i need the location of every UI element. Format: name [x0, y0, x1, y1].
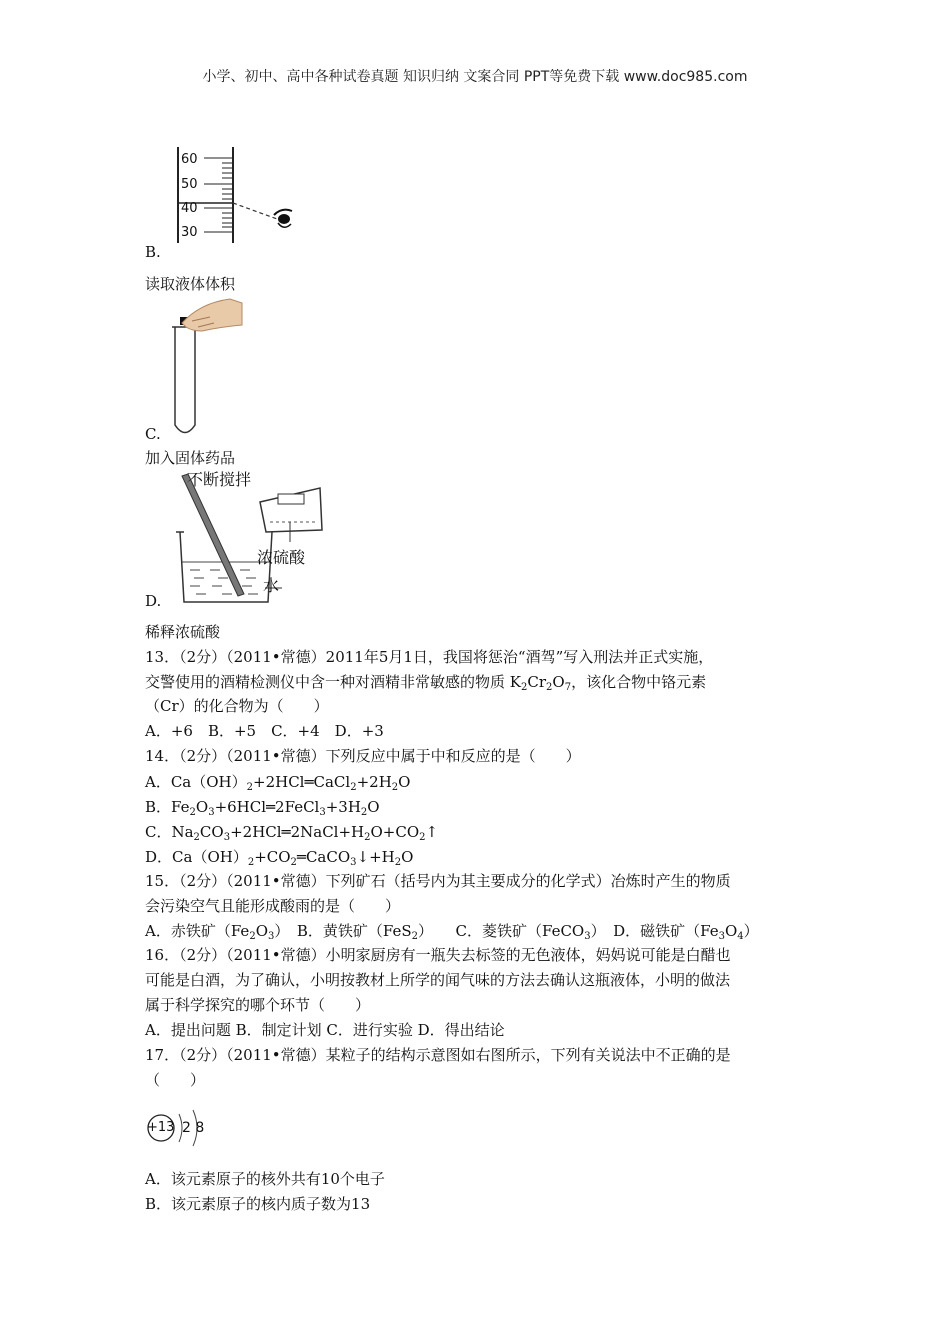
q16-options: A．提出问题 B．制定计划 C．进行实验 D．得出结论 — [145, 1021, 505, 1039]
q14-option-d: D．$Ca(OH)_2+CO_2═CaCO_3↓+H_2O$ — [145, 848, 414, 868]
q17-line2: （ ） — [145, 1071, 206, 1089]
test-tube-figure — [170, 295, 250, 440]
water-label: 水 — [263, 576, 280, 595]
tick-30: 30 — [181, 225, 198, 240]
tick-60: 60 — [181, 152, 198, 167]
option-d-caption: 稀释浓硫酸 — [145, 623, 221, 641]
option-c-caption: 加入固体药品 — [145, 449, 236, 467]
q16-line1: 16．（2分）（2011•常德）小明家厨房有一瓶失去标签的无色液体，妈妈说可能是白醋也 — [145, 946, 731, 964]
acid-dilution-figure — [170, 470, 330, 605]
q16-line3: 属于科学探究的哪个环节（ ） — [145, 996, 371, 1014]
q17-option-b: B．该元素原子的核内质子数为13 — [145, 1195, 371, 1213]
q15-line1: 15．（2分）（2011•常德）下列矿石（括号内为其主要成分的化学式）冶炼时产生的物质 — [145, 872, 731, 890]
q14-option-a: A．$Ca(OH)_2+2HCl═CaCl_2+2H_2O$ — [145, 773, 411, 793]
q13-line1: 13．（2分）（2011•常德）2011年5月1日，我国将惩治“酒驾”写入刑法并正式实施， — [145, 648, 714, 666]
q16-line2: 可能是白酒，为了确认，小明按教材上所学的闻气味的方法去确认这瓶液体，小明的做法 — [145, 971, 731, 989]
option-b-caption: 读取液体体积 — [145, 275, 236, 293]
option-c-label: C. — [145, 425, 161, 443]
q13-line3: （Cr）的化合物为（ ） — [145, 697, 329, 715]
atom-shell-electrons: 2 8 — [182, 1120, 205, 1136]
q17-option-a: A．该元素原子的核外共有10个电子 — [145, 1170, 385, 1188]
q14-stem: 14．（2分）（2011•常德）下列反应中属于中和反应的是（ ） — [145, 747, 581, 765]
q13-options: A．+6 B．+5 C．+4 D．+3 — [145, 722, 384, 740]
page-header: 小学、初中、高中各种试卷真题 知识归纳 文案合同 PPT等免费下载 www.doc985.com — [202, 69, 748, 85]
tick-40: 40 — [181, 201, 198, 216]
q14-option-b: B．$Fe_2O_3+6HCl═2FeCl_3+3H_2O$ — [145, 798, 380, 818]
q14-option-c: C．$Na_2CO_3+2HCl═2NaCl+H_2O+CO_2↑$ — [145, 823, 439, 843]
tick-50: 50 — [181, 177, 198, 192]
option-d-label: D. — [145, 592, 162, 610]
q15-options: A．赤铁矿$(Fe_2O_3)$ B．黄铁矿（FeS$_2$） C．菱铁矿（FeCO$_3$） D．磁铁矿$(Fe_3O_4)$ — [145, 922, 759, 942]
q17-line1: 17．（2分）（2011•常德）某粒子的结构示意图如右图所示，下列有关说法中不正确的是 — [145, 1046, 731, 1064]
stir-label: 不断搅拌 — [187, 470, 252, 489]
q15-line2: 会污染空气且能形成酸雨的是（ ） — [145, 897, 401, 915]
q13-line2: 交警使用的酒精检测仪中含一种对酒精非常敏感的物质 $K_2Cr_2O_7$，该化合物中铬元素 — [145, 673, 707, 693]
atom-nucleus-label: +13 — [147, 1120, 175, 1135]
option-b-label: B. — [145, 243, 161, 261]
acid-label: 浓硫酸 — [257, 548, 306, 567]
